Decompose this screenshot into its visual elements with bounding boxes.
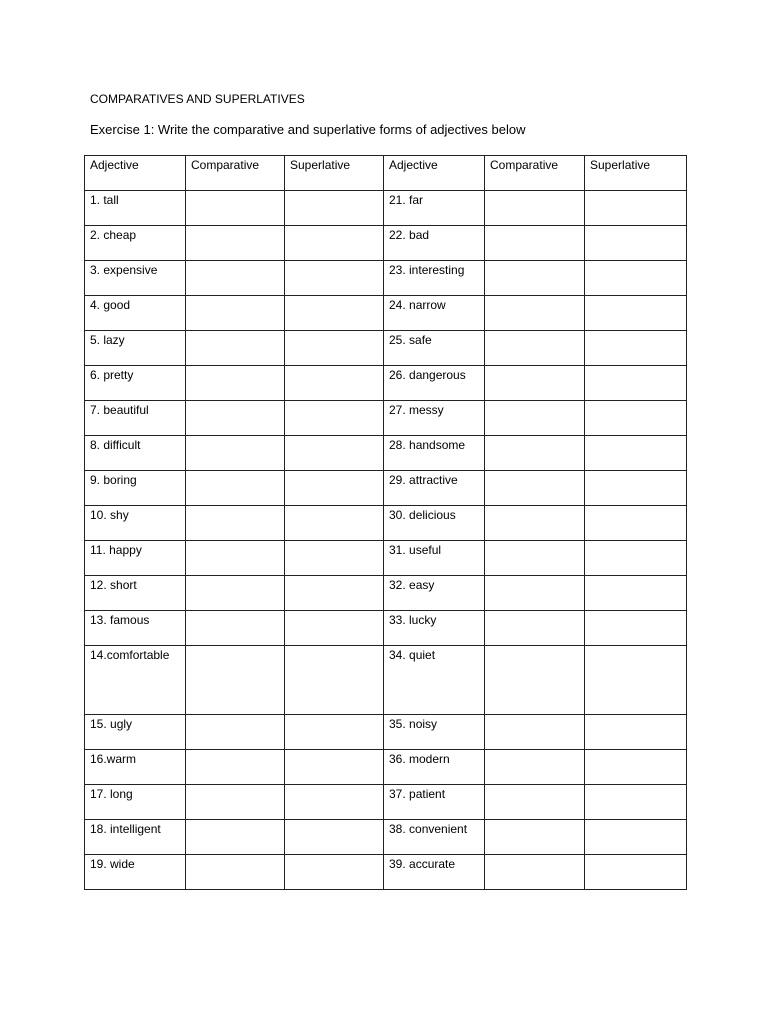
superlative-answer-cell[interactable] (585, 750, 687, 785)
superlative-answer-cell[interactable] (285, 226, 384, 261)
superlative-answer-cell[interactable] (585, 226, 687, 261)
superlative-answer-cell[interactable] (585, 331, 687, 366)
adjective-cell: 35. noisy (384, 715, 485, 750)
comparative-answer-cell[interactable] (485, 401, 585, 436)
superlative-answer-cell[interactable] (585, 261, 687, 296)
comparative-answer-cell[interactable] (186, 471, 285, 506)
adjective-cell: 4. good (85, 296, 186, 331)
comparative-answer-cell[interactable] (485, 576, 585, 611)
adjective-cell: 12. short (85, 576, 186, 611)
comparative-answer-cell[interactable] (186, 785, 285, 820)
comparative-answer-cell[interactable] (485, 436, 585, 471)
adjective-cell: 28. handsome (384, 436, 485, 471)
comparative-answer-cell[interactable] (485, 785, 585, 820)
adjective-cell: 39. accurate (384, 855, 485, 890)
adjective-cell: 36. modern (384, 750, 485, 785)
table-row (85, 646, 687, 715)
superlative-answer-cell[interactable] (285, 855, 384, 890)
adjective-cell: 8. difficult (85, 436, 186, 471)
adjective-cell: 13. famous (85, 611, 186, 646)
table-row (85, 715, 687, 750)
superlative-answer-cell[interactable] (585, 715, 687, 750)
header-superlative: Superlative (585, 156, 687, 191)
superlative-answer-cell[interactable] (585, 541, 687, 576)
worksheet-table (84, 155, 687, 890)
comparative-answer-cell[interactable] (186, 576, 285, 611)
comparative-answer-cell[interactable] (186, 541, 285, 576)
superlative-answer-cell[interactable] (285, 646, 384, 715)
superlative-answer-cell[interactable] (285, 750, 384, 785)
table-row (85, 541, 687, 576)
superlative-answer-cell[interactable] (585, 820, 687, 855)
superlative-answer-cell[interactable] (285, 715, 384, 750)
superlative-answer-cell[interactable] (585, 436, 687, 471)
adjective-line: comfortable (106, 648, 170, 662)
exercise-instruction: Exercise 1: Write the comparative and superlative forms of adjectives below (90, 122, 526, 137)
adjective-cell: 1. tall (85, 191, 186, 226)
adjective-cell: 2. cheap (85, 226, 186, 261)
adjective-cell: 37. patient (384, 785, 485, 820)
comparative-answer-cell[interactable] (485, 820, 585, 855)
adjective-cell: 9. boring (85, 471, 186, 506)
adjective-cell: 16.warm (85, 750, 186, 785)
comparative-answer-cell[interactable] (485, 471, 585, 506)
superlative-answer-cell[interactable] (585, 366, 687, 401)
adjective-cell: 5. lazy (85, 331, 186, 366)
table-row (85, 436, 687, 471)
comparative-answer-cell[interactable] (485, 226, 585, 261)
table-row (85, 366, 687, 401)
adjective-cell: 31. useful (384, 541, 485, 576)
comparative-answer-cell[interactable] (485, 191, 585, 226)
adjective-cell: 3. expensive (85, 261, 186, 296)
comparative-answer-cell[interactable] (186, 331, 285, 366)
table-row (85, 576, 687, 611)
adjective-cell: 10. shy (85, 506, 186, 541)
adjective-cell: 11. happy (85, 541, 186, 576)
comparative-answer-cell[interactable] (485, 715, 585, 750)
comparative-answer-cell[interactable] (485, 855, 585, 890)
table-row (85, 750, 687, 785)
adjective-cell: 22. bad (384, 226, 485, 261)
adjective-cell: 33. lucky (384, 611, 485, 646)
superlative-answer-cell[interactable] (585, 576, 687, 611)
comparative-answer-cell[interactable] (485, 366, 585, 401)
superlative-answer-cell[interactable] (585, 785, 687, 820)
table-header-row (85, 156, 687, 191)
header-superlative: Superlative (285, 156, 384, 191)
table-row (85, 191, 687, 226)
superlative-answer-cell[interactable] (285, 436, 384, 471)
superlative-answer-cell[interactable] (585, 506, 687, 541)
adjective-cell: 27. messy (384, 401, 485, 436)
superlative-answer-cell[interactable] (585, 611, 687, 646)
comparative-answer-cell[interactable] (485, 541, 585, 576)
header-comparative: Comparative (485, 156, 585, 191)
adjective-cell: 25. safe (384, 331, 485, 366)
superlative-answer-cell[interactable] (285, 785, 384, 820)
adjective-cell: 7. beautiful (85, 401, 186, 436)
adjective-cell: 30. delicious (384, 506, 485, 541)
superlative-answer-cell[interactable] (585, 471, 687, 506)
superlative-answer-cell[interactable] (285, 506, 384, 541)
superlative-answer-cell[interactable] (285, 296, 384, 331)
comparative-answer-cell[interactable] (186, 191, 285, 226)
comparative-answer-cell[interactable] (186, 436, 285, 471)
superlative-answer-cell[interactable] (285, 191, 384, 226)
comparative-answer-cell[interactable] (186, 401, 285, 436)
adjective-line: 14. (90, 648, 107, 662)
adjective-cell: 15. ugly (85, 715, 186, 750)
table-row (85, 506, 687, 541)
superlative-answer-cell[interactable] (585, 401, 687, 436)
adjective-cell: 19. wide (85, 855, 186, 890)
comparative-answer-cell[interactable] (485, 646, 585, 715)
comparative-answer-cell[interactable] (186, 261, 285, 296)
adjective-cell: 26. dangerous (384, 366, 485, 401)
adjective-cell: 29. attractive (384, 471, 485, 506)
adjective-cell: 6. pretty (85, 366, 186, 401)
superlative-answer-cell[interactable] (585, 855, 687, 890)
table-row (85, 471, 687, 506)
table-row (85, 855, 687, 890)
superlative-answer-cell[interactable] (285, 471, 384, 506)
adjective-cell: 32. easy (384, 576, 485, 611)
comparative-answer-cell[interactable] (485, 506, 585, 541)
table-row (85, 331, 687, 366)
table-row (85, 611, 687, 646)
comparative-answer-cell[interactable] (186, 820, 285, 855)
comparative-answer-cell[interactable] (186, 646, 285, 715)
superlative-answer-cell[interactable] (285, 576, 384, 611)
comparative-answer-cell[interactable] (186, 611, 285, 646)
adjective-cell: 21. far (384, 191, 485, 226)
adjective-cell: 17. long (85, 785, 186, 820)
table-row (85, 820, 687, 855)
comparative-answer-cell[interactable] (186, 296, 285, 331)
superlative-answer-cell[interactable] (585, 191, 687, 226)
comparative-answer-cell[interactable] (485, 611, 585, 646)
superlative-answer-cell[interactable] (285, 331, 384, 366)
superlative-answer-cell[interactable] (285, 541, 384, 576)
superlative-answer-cell[interactable] (285, 366, 384, 401)
comparative-answer-cell[interactable] (485, 331, 585, 366)
header-adjective: Adjective (85, 156, 186, 191)
adjective-cell: 24. narrow (384, 296, 485, 331)
adjective-cell (85, 646, 186, 715)
comparative-answer-cell[interactable] (186, 366, 285, 401)
header-comparative: Comparative (186, 156, 285, 191)
comparative-answer-cell[interactable] (186, 715, 285, 750)
comparative-answer-cell[interactable] (485, 261, 585, 296)
superlative-answer-cell[interactable] (285, 611, 384, 646)
adjective-cell: 18. intelligent (85, 820, 186, 855)
superlative-answer-cell[interactable] (585, 646, 687, 715)
comparative-answer-cell[interactable] (186, 750, 285, 785)
comparative-answer-cell[interactable] (485, 750, 585, 785)
header-adjective: Adjective (384, 156, 485, 191)
adjective-cell: 38. convenient (384, 820, 485, 855)
table-row (85, 261, 687, 296)
comparative-answer-cell[interactable] (485, 296, 585, 331)
table-row (85, 296, 687, 331)
table-row (85, 226, 687, 261)
comparative-answer-cell[interactable] (186, 506, 285, 541)
superlative-answer-cell[interactable] (285, 261, 384, 296)
comparative-answer-cell[interactable] (186, 226, 285, 261)
table-row (85, 785, 687, 820)
page-title: COMPARATIVES AND SUPERLATIVES (90, 92, 305, 106)
adjective-cell: 23. interesting (384, 261, 485, 296)
superlative-answer-cell[interactable] (285, 401, 384, 436)
comparative-answer-cell[interactable] (186, 855, 285, 890)
adjective-cell: 34. quiet (384, 646, 485, 715)
table-row (85, 401, 687, 436)
superlative-answer-cell[interactable] (285, 820, 384, 855)
superlative-answer-cell[interactable] (585, 296, 687, 331)
